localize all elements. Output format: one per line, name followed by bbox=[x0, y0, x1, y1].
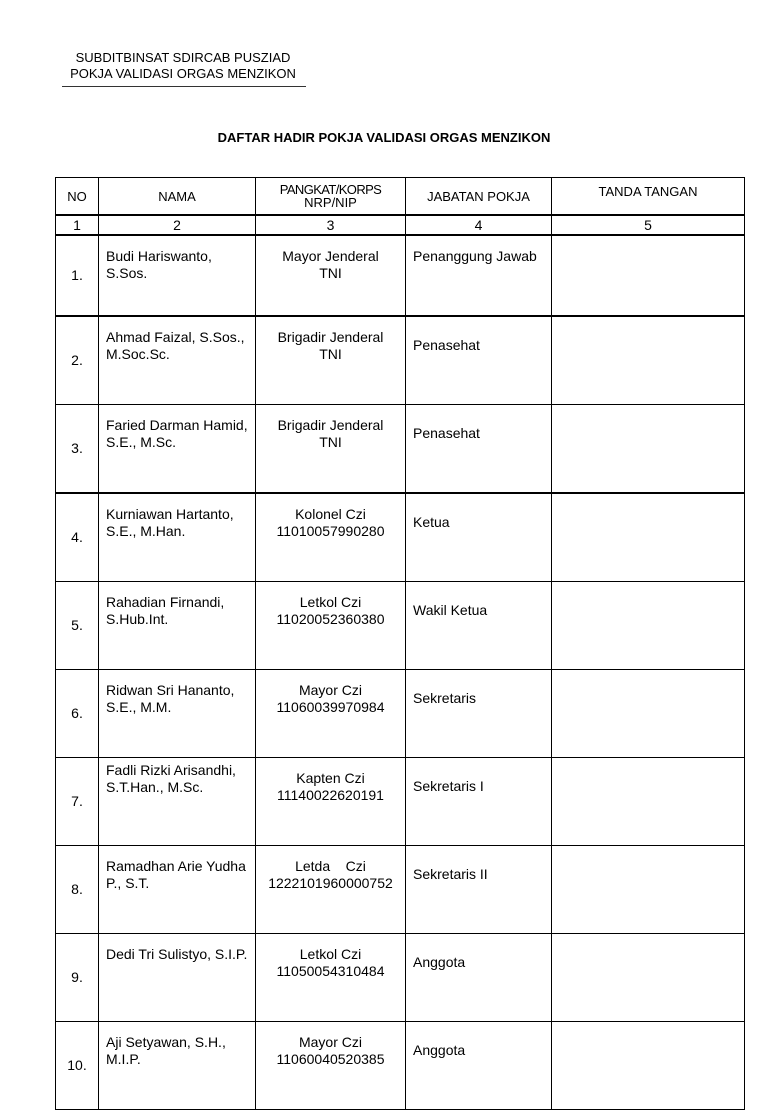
member-role: Penasehat bbox=[406, 316, 552, 405]
member-rank: Mayor Czi 11060039970984 bbox=[256, 670, 406, 758]
header-jabatan: JABATAN POKJA bbox=[406, 178, 552, 216]
table-row bbox=[56, 846, 745, 934]
header-tanda-tangan: TANDA TANGAN bbox=[552, 178, 745, 216]
table-row bbox=[56, 316, 745, 405]
member-role: Anggota bbox=[406, 1022, 552, 1110]
signature-cell[interactable] bbox=[552, 493, 745, 582]
member-name: Dedi Tri Sulistyo, S.I.P. bbox=[99, 934, 256, 1022]
letterhead-workgroup: POKJA VALIDASI ORGAS MENZIKON bbox=[70, 66, 296, 81]
member-role: Sekretaris II bbox=[406, 846, 552, 934]
row-number: 8. bbox=[56, 846, 99, 934]
table-row bbox=[56, 934, 745, 1022]
header-nama: NAMA bbox=[99, 178, 256, 216]
letterhead-underline bbox=[62, 86, 306, 87]
signature-cell[interactable] bbox=[552, 1022, 745, 1110]
row-number: 1. bbox=[56, 235, 99, 316]
document-title: DAFTAR HADIR POKJA VALIDASI ORGAS MENZIKON bbox=[217, 130, 551, 145]
member-name: Faried Darman Hamid, S.E., M.Sc. bbox=[99, 405, 256, 494]
member-rank: Letkol Czi 11020052360380 bbox=[256, 582, 406, 670]
table-row bbox=[56, 582, 745, 670]
member-name: Fadli Rizki Arisandhi, S.T.Han., M.Sc. bbox=[99, 758, 256, 846]
member-rank: Brigadir Jenderal TNI bbox=[256, 405, 406, 494]
signature-cell[interactable] bbox=[552, 846, 745, 934]
signature-cell[interactable] bbox=[552, 235, 745, 316]
attendance-table bbox=[55, 177, 745, 1110]
table-row bbox=[56, 670, 745, 758]
header-pangkat-line1: PANGKAT/KORPS bbox=[279, 182, 382, 197]
row-number: 5. bbox=[56, 582, 99, 670]
member-role: Sekretaris I bbox=[406, 758, 552, 846]
row-number: 10. bbox=[56, 1022, 99, 1110]
signature-cell[interactable] bbox=[552, 934, 745, 1022]
table-row bbox=[56, 493, 745, 582]
header-row bbox=[56, 178, 745, 216]
table-row bbox=[56, 235, 745, 316]
signature-cell[interactable] bbox=[552, 582, 745, 670]
column-number: 5 bbox=[552, 215, 745, 235]
row-number: 3. bbox=[56, 405, 99, 494]
member-role: Penanggung Jawab bbox=[406, 235, 552, 316]
member-rank: Letkol Czi 11050054310484 bbox=[256, 934, 406, 1022]
member-rank: Mayor Czi 11060040520385 bbox=[256, 1022, 406, 1110]
header-pangkat-line2: NRP/NIP bbox=[304, 195, 357, 210]
table-row bbox=[56, 758, 745, 846]
signature-cell[interactable] bbox=[552, 670, 745, 758]
member-role: Wakil Ketua bbox=[406, 582, 552, 670]
row-number: 6. bbox=[56, 670, 99, 758]
column-number: 1 bbox=[56, 215, 99, 235]
table-row bbox=[56, 405, 745, 494]
member-name: Kurniawan Hartanto, S.E., M.Han. bbox=[99, 493, 256, 582]
member-rank: Kapten Czi 11140022620191 bbox=[256, 758, 406, 846]
column-number: 3 bbox=[256, 215, 406, 235]
row-number: 4. bbox=[56, 493, 99, 582]
member-role: Anggota bbox=[406, 934, 552, 1022]
signature-cell[interactable] bbox=[552, 405, 745, 494]
row-number: 7. bbox=[56, 758, 99, 846]
member-name: Budi Hariswanto, S.Sos. bbox=[99, 235, 256, 316]
member-role: Penasehat bbox=[406, 405, 552, 494]
header-pangkat bbox=[256, 178, 406, 216]
signature-cell[interactable] bbox=[552, 316, 745, 405]
table-row bbox=[56, 1022, 745, 1110]
member-name: Rahadian Firnandi, S.Hub.Int. bbox=[99, 582, 256, 670]
signature-cell[interactable] bbox=[552, 758, 745, 846]
letterhead-unit: SUBDITBINSAT SDIRCAB PUSZIAD bbox=[75, 50, 291, 65]
row-number: 2. bbox=[56, 316, 99, 405]
member-rank: Letda Czi 1222101960000752 bbox=[256, 846, 406, 934]
header-no: NO bbox=[56, 178, 99, 216]
letterhead bbox=[58, 50, 308, 87]
member-rank: Kolonel Czi 11010057990280 bbox=[256, 493, 406, 582]
member-role: Sekretaris bbox=[406, 670, 552, 758]
column-number: 4 bbox=[406, 215, 552, 235]
member-rank: Brigadir Jenderal TNI bbox=[256, 316, 406, 405]
row-number: 9. bbox=[56, 934, 99, 1022]
member-name: Ahmad Faizal, S.Sos., M.Soc.Sc. bbox=[99, 316, 256, 405]
member-rank: Mayor Jenderal TNI bbox=[256, 235, 406, 316]
member-role: Ketua bbox=[406, 493, 552, 582]
member-name: Aji Setyawan, S.H., M.I.P. bbox=[99, 1022, 256, 1110]
column-number-row bbox=[56, 215, 745, 235]
member-name: Ramadhan Arie Yudha P., S.T. bbox=[99, 846, 256, 934]
column-number: 2 bbox=[99, 215, 256, 235]
member-name: Ridwan Sri Hananto, S.E., M.M. bbox=[99, 670, 256, 758]
